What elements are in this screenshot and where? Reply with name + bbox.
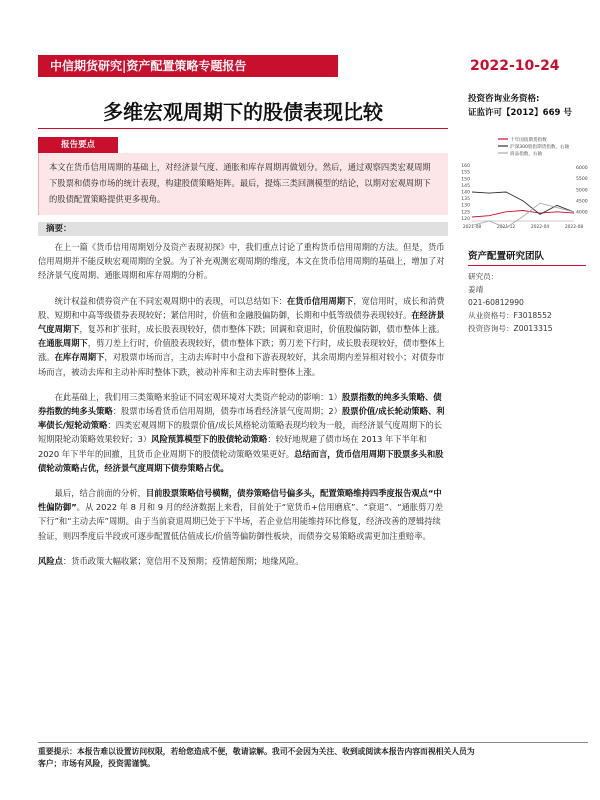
team-divider	[468, 265, 586, 266]
y-left-tick-5: 145	[461, 183, 470, 189]
y-left-tick-7: 155	[461, 170, 470, 176]
p2-bold-b: 在货币信用周期下	[286, 295, 354, 306]
disclaimer-line-1: 重要提示：本报告难以设置访问权限，若给您造成不便，敬请谅解。我司不会因为关注、收到或阅读本报告内容而视相关人员为	[38, 747, 475, 756]
qualification-info	[468, 92, 572, 120]
y-left-tick-3: 135	[461, 197, 470, 203]
qualification-line-1: 投资咨询业务资格:	[468, 94, 540, 104]
p3-bold-b: 股票指数的纯多头策略、债券指数的纯多头策略	[38, 391, 442, 417]
researcher-name: 姜靖	[468, 285, 484, 294]
y-left-tick-6: 150	[461, 177, 470, 183]
p2-text-g: ，剪刀差上行时，价值股表现较好，债市整体下跌；剪刀差下行时，成长股表现较好，债市整体上涨。	[38, 338, 445, 363]
legend-label-1: 沪深300股指期货指数，右轴	[510, 145, 570, 150]
p3-text-c: ：股票市场看货币信用周期，债券市场看经济景气度周期；2）	[112, 406, 342, 417]
abstract-label: 摘要：	[38, 222, 448, 236]
p3-bold-f: 风险预算模型下的股债轮动策略	[151, 434, 268, 445]
team-name: 资产配置研究团队	[468, 251, 545, 262]
body-paragraph-1: 在上一篇《货币信用周期划分及资产表现初探》中，我们重点讨论了重构货币信用周期的方法。但是，货币信用周期并不能反映宏观周期的全貌。为了补充观测宏观周期的维度，本文在货币信用周期的基础上，增加了对经济景气度周期、通胀周期和库存周期的分析。	[38, 242, 445, 281]
report-body	[38, 240, 448, 579]
p3-bold-d: 股票价值/成长轮动策略、利率债长/短轮动策略	[38, 406, 445, 431]
title-divider	[38, 128, 448, 129]
y-left-tick-8: 160	[461, 164, 470, 170]
legend-label-0: 十年国债期货指数	[510, 138, 547, 143]
y-left-tick-4: 140	[461, 190, 470, 196]
p2-text-e: ，复苏和扩张时，成长股表现较好，债市整体下跌；回调和衰退时，价值股偏防御，债市整体上涨。	[79, 324, 445, 335]
p3-text-g: ：较好地规避了债市场在 2013 年下半年和 2020 年下半年的回撤，且货币企业周期下的股债轮动策略效果更好。	[38, 434, 427, 459]
p3-text-a: 在此基础上，我们用三类策略来验证不同宏观环境对大类资产轮动的影响：1）	[54, 391, 342, 402]
p3-bold-h: 总结而言，货币信用周期下股票多头和股债轮动策略占优，经济景气度周期下债券策略占优。	[38, 448, 444, 473]
key-points-text: 本文在货币信用周期的基础上，对经济景气度、通胀和库存周期再做划分。然后，通过观察四类宏观周期下股票和债券市场的统计表现，构建股债策略矩阵。最后，提炼三类回测模型的结论，以期对宏观周期下的股债配置策略提供更多视角。	[49, 162, 431, 204]
y-right-tick-3: 5500	[576, 177, 588, 183]
market-index-chart	[458, 135, 588, 235]
disclaimer-line-2: 客户；市场有风险，投资需谨慎。	[38, 759, 155, 768]
p4-text-c: 。从 2022 年 8 月和 9 月的经济数据上来看，目前处于“宽货币+信用磨底”、“衰退”、“通胀剪刀差下行”和“主动去库”周期。由于当前衰退周期已处于下半场，若企业信用能维持环比修复，经济改善的逻辑持续验证，则四季度后半段或可逐步配置低估值成长/价值等偏防御性板块，而债券交易策略或需更加注重赔率。	[38, 502, 443, 541]
x-tick-2: 2022-04	[530, 225, 550, 230]
researcher-label: 研究员：	[468, 272, 499, 281]
analyst-info	[468, 270, 553, 335]
report-title: 多维宏观周期下的股债表现比较	[103, 100, 383, 124]
x-tick-3: 2022-08	[564, 225, 584, 230]
legend-label-2: 商品指数，右轴	[510, 152, 543, 157]
y-right-tick-4: 6000	[576, 165, 588, 171]
p4-bold-b: 目前股票策略信号横糊，债券策略信号偏多头，配置策略维持四季度报告观点“中性偏防御”	[38, 488, 442, 513]
p2-bold-h: 在库存周期下	[54, 352, 105, 363]
p2-text-c: ，宽信用时，成长和消费股、短期和中高等级债券表现较好；紧信用时，价值和金融股偏防御，长期和中低等级债券表现较好。	[38, 295, 445, 320]
researcher-phone: 021-60812990	[468, 298, 524, 307]
y-right-tick-2: 5000	[576, 188, 588, 194]
risk-paragraph	[38, 554, 448, 568]
p2-text-i: ，对股票市场而言，主动去库时中小盘和下游表现较好，其余周期内差异相对较小；对债券市场而言，被动去库和主动补库时整体下跌，被动补库和主动去库时整体上涨。	[38, 352, 445, 377]
x-tick-0: 2021-08	[462, 225, 482, 230]
body-paragraph-3	[38, 390, 448, 475]
p2-bold-f: 在通胀周期下	[38, 338, 88, 349]
researcher-consult-license: 投资咨询号：Z0013315	[468, 324, 553, 333]
qualification-line-2: 证监许可【2012】669 号	[468, 108, 572, 118]
p2-bold-d: 在经济景气度周期下	[38, 309, 445, 335]
y-left-tick-2: 130	[461, 203, 470, 209]
y-left-tick-0: 120	[461, 216, 470, 222]
key-points-label: 报告要点	[38, 137, 118, 153]
y-right-tick-1: 4500	[576, 199, 588, 205]
report-banner: 中信期货研究|资产配置策略专题报告	[38, 55, 338, 77]
report-date: 2022-10-24	[470, 58, 560, 74]
key-points-box	[38, 153, 448, 215]
risk-text: ：货币政策大幅收紧；宽信用不及预期；疫情超预期；地缘风险。	[62, 555, 304, 566]
body-paragraph-4	[38, 486, 448, 543]
p4-text-a: 最后，结合前面的分析，	[54, 488, 146, 499]
researcher-license: 从业资格号：F3018552	[468, 311, 552, 320]
p3-text-e: ：四类宏观周期下的股票价值/成长风格轮动策略表现均较为一般，而经济景气度周期下的长短期限轮动策略效果较好；3）	[38, 420, 443, 445]
x-tick-1: 2021-12	[496, 225, 516, 230]
disclaimer-footer	[38, 746, 588, 770]
y-right-tick-0: 4000	[576, 210, 588, 216]
footer-divider	[38, 742, 588, 743]
body-paragraph-2	[38, 294, 448, 379]
p2-text-a: 统计权益和债券资产在不同宏观周期中的表现，可以总结如下：	[54, 295, 287, 306]
risk-label: 风险点	[38, 555, 63, 566]
y-left-tick-1: 125	[461, 210, 470, 216]
